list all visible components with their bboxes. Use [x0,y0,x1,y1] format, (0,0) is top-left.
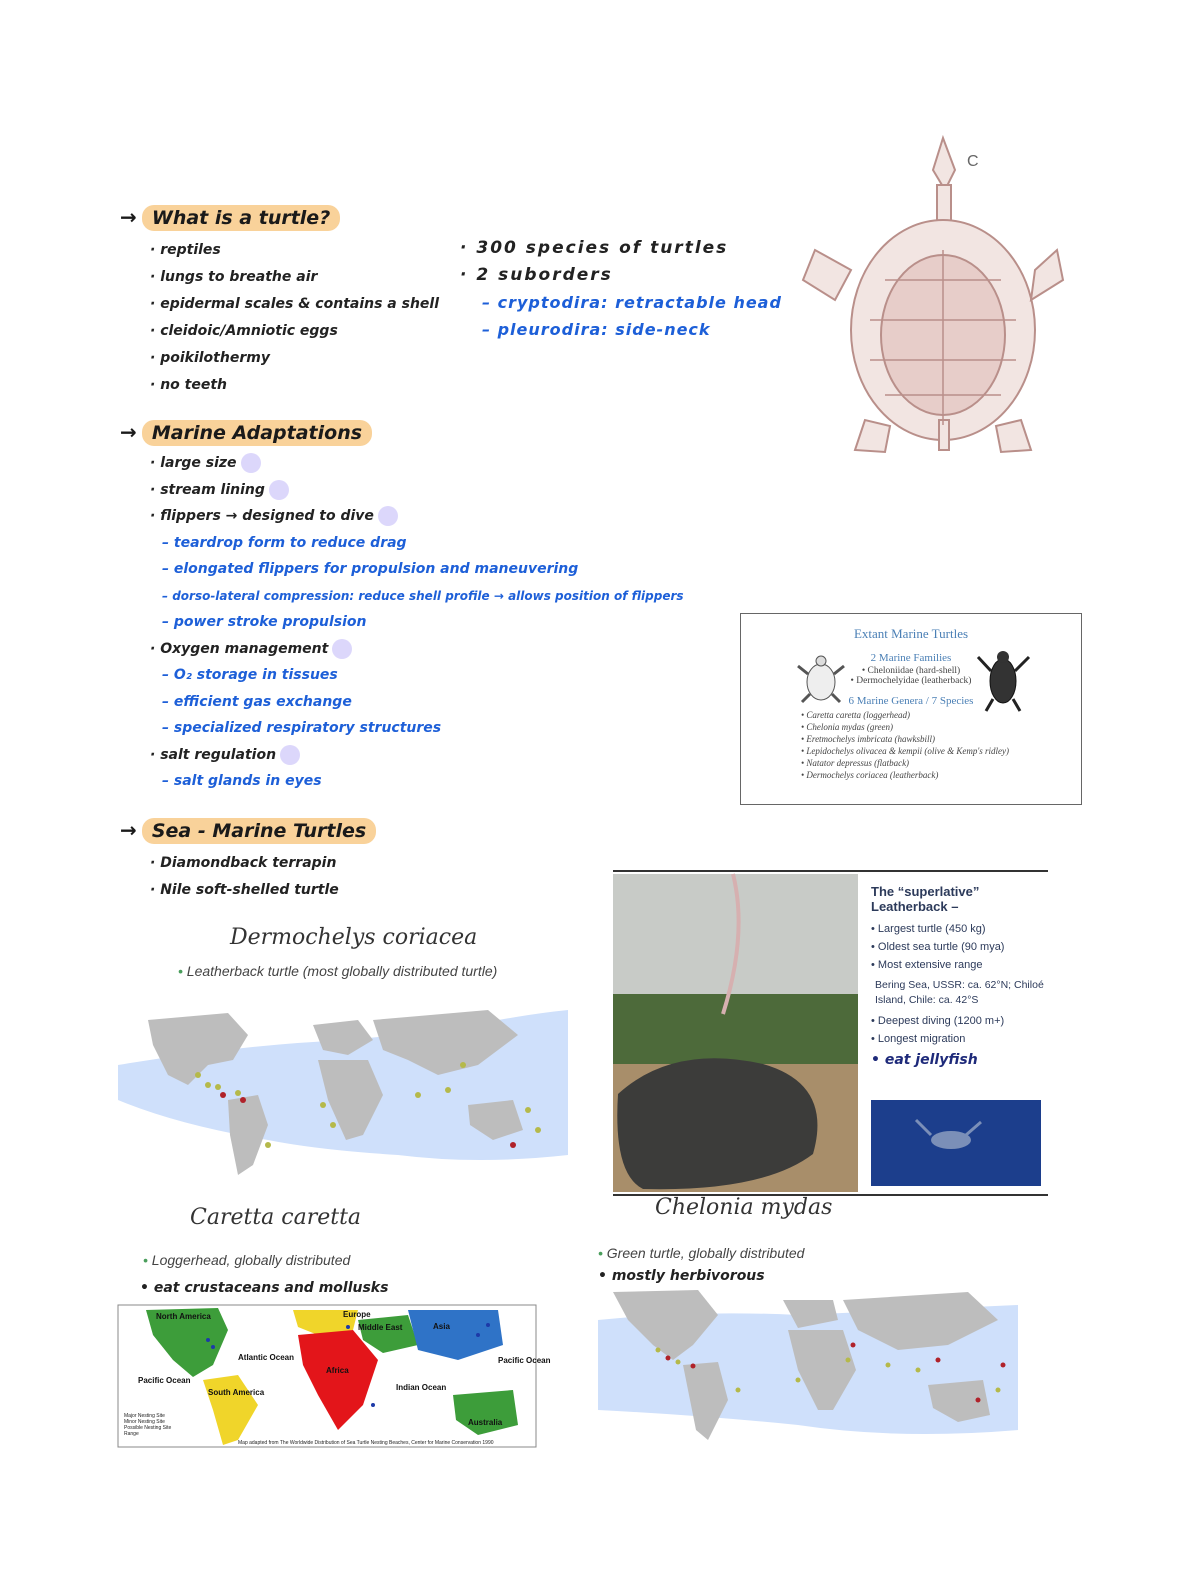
dermochelys-bullet: • Leatherback turtle (most globally distributed turtle) [178,963,498,979]
list-item: – cryptodira: retractable head [482,293,782,312]
list-item: – elongated flippers for propulsion and maneuvering [162,561,579,577]
list-item: • Chelonia mydas (green) [801,722,894,732]
list-item: • Caretta caretta (loggerhead) [801,710,911,720]
list-item: – specialized respiratory structures [162,720,442,736]
map-label: Pacific Ocean [138,1376,191,1385]
genera-title: 6 Marine Genera / 7 Species [848,695,974,707]
dermochelys-title: Dermochelys coriacea [230,925,478,950]
leatherback-beach-photo [613,874,858,1192]
list-item: · Oxygen management [150,636,684,663]
map-label: South America [208,1388,265,1397]
list-item: – teardrop form to reduce drag [162,534,407,551]
loggerhead-distribution-map [118,1305,551,1447]
adaptations-list [150,450,684,795]
list-item: • Lepidochelys olivacea & kempii (olive & Kemp's ridley) [801,746,1010,756]
handwritten-note: • eat jellyfish [871,1052,978,1068]
marker-circle [378,506,398,526]
legend-item: Major Nesting Site [124,1413,165,1419]
marker-circle [269,480,289,500]
list-item: · poikilothermy [150,350,270,366]
list-item: · epidermal scales & contains a shell [150,296,440,312]
legend-item: Possible Nesting Site [124,1425,172,1431]
family-item: • Cheloniidae (hard-shell) [861,666,961,676]
list-item: – pleurodira: side-neck [482,320,711,339]
turtle-traits-list [150,237,439,399]
list-item: – salt glands in eyes [162,773,322,789]
legend-item: Minor Nesting Site [124,1419,165,1425]
section-what-is-turtle [120,205,780,395]
caretta-bullet: • Loggerhead, globally distributed [143,1252,351,1268]
map-label: Australia [468,1418,503,1427]
leatherback-superlative-slide [613,870,1048,1196]
families-title: 2 Marine Families [870,652,952,664]
slide-title: Extant Marine Turtles [853,626,969,641]
species-list [801,709,1081,781]
list-item: · no teeth [150,377,228,393]
heading-marine-adaptations: Marine Adaptations [142,420,372,446]
heading-sea-marine-turtles: Sea - Marine Turtles [142,818,376,844]
chelonia-bullet: • Green turtle, globally distributed [598,1245,805,1261]
leatherback-turtle-drawing [976,649,1031,714]
map-label: Europe [343,1310,371,1319]
list-item: · 2 suborders [460,265,613,285]
map-label: North America [156,1312,211,1321]
list-item: · Nile soft-shelled turtle [150,882,339,898]
non-marine-turtles-list [150,850,339,904]
list-item: • Oldest sea turtle (90 mya) [871,941,1005,953]
map-label: Africa [326,1366,349,1375]
list-item: – efficient gas exchange [162,693,352,710]
list-item: · 300 species of turtles [460,238,729,258]
skeleton-label: C [967,153,979,170]
family-item: • Dermochelyidae (leatherback) [850,676,972,686]
list-item: • Largest turtle (450 kg) [871,923,986,935]
list-item: – O₂ storage in tissues [162,667,338,683]
map-label: Middle East [358,1323,403,1332]
arrow-icon: → [120,818,137,842]
section-marine-adaptations [120,420,800,800]
marker-circle [280,745,300,765]
list-item: • Eretmochelys imbricata (hawksbill) [801,734,936,744]
list-item: · reptiles [150,242,221,258]
map-label: Atlantic Ocean [238,1353,295,1362]
turtle-species-list [460,235,782,343]
leatherback-facts [871,884,1046,1068]
list-item: · lungs to breathe air [150,269,318,285]
chelonia-note: • mostly herbivorous [598,1268,765,1284]
list-item: · stream lining [150,477,684,504]
extant-marine-turtles-slide [740,613,1082,805]
arrow-icon: → [120,420,137,444]
legend-item: Range [124,1431,139,1437]
slide-title: The “superlative” Leatherback – [871,884,980,914]
list-item: • Natator depressus (flatback) [801,758,910,768]
chelonia-title: Chelonia mydas [655,1195,833,1220]
list-item: · Diamondback terrapin [150,855,337,871]
marker-circle [241,453,261,473]
list-item: · flippers → designed to dive [150,503,684,530]
marker-circle [332,639,352,659]
green-turtle-distribution-map [598,1290,1018,1450]
map-label: Pacific Ocean [498,1356,551,1365]
list-item: • Longest migration [871,1033,966,1045]
hardshell-turtle-drawing [796,654,846,706]
turtle-skeleton-illustration [795,130,1065,460]
leatherback-distribution-map [118,1005,568,1180]
list-item: · cleidoic/Amniotic eggs [150,323,338,339]
map-credit: Map adapted from The Worldwide Distribution of Sea Turtle Nesting Beaches, Center for Marine Conservation 1990 [238,1440,494,1446]
list-item: – power stroke propulsion [162,614,367,630]
map-label: Indian Ocean [396,1383,447,1392]
list-item: • Most extensive range [871,959,983,971]
list-item: • Deepest diving (1200 m+) [871,1015,1005,1027]
arrow-icon: → [120,205,137,229]
list-item: · salt regulation [150,742,684,769]
list-item: – dorso-lateral compression: reduce shell profile → allows position of flippers [162,588,684,603]
section-sea-marine-turtles [120,818,620,898]
list-item: • Dermochelys coriacea (leatherback) [801,770,939,780]
heading-what-is-turtle: What is a turtle? [142,205,340,231]
underwater-leatherback-photo [871,1100,1041,1186]
list-item: · large size [150,450,684,477]
range-text: Bering Sea, USSR: ca. 62°N; Chiloé Island, Chile: ca. 42°S [875,979,1044,1006]
map-label: Asia [433,1322,450,1331]
caretta-title: Caretta caretta [190,1205,362,1230]
caretta-note: • eat crustaceans and mollusks [140,1280,389,1296]
